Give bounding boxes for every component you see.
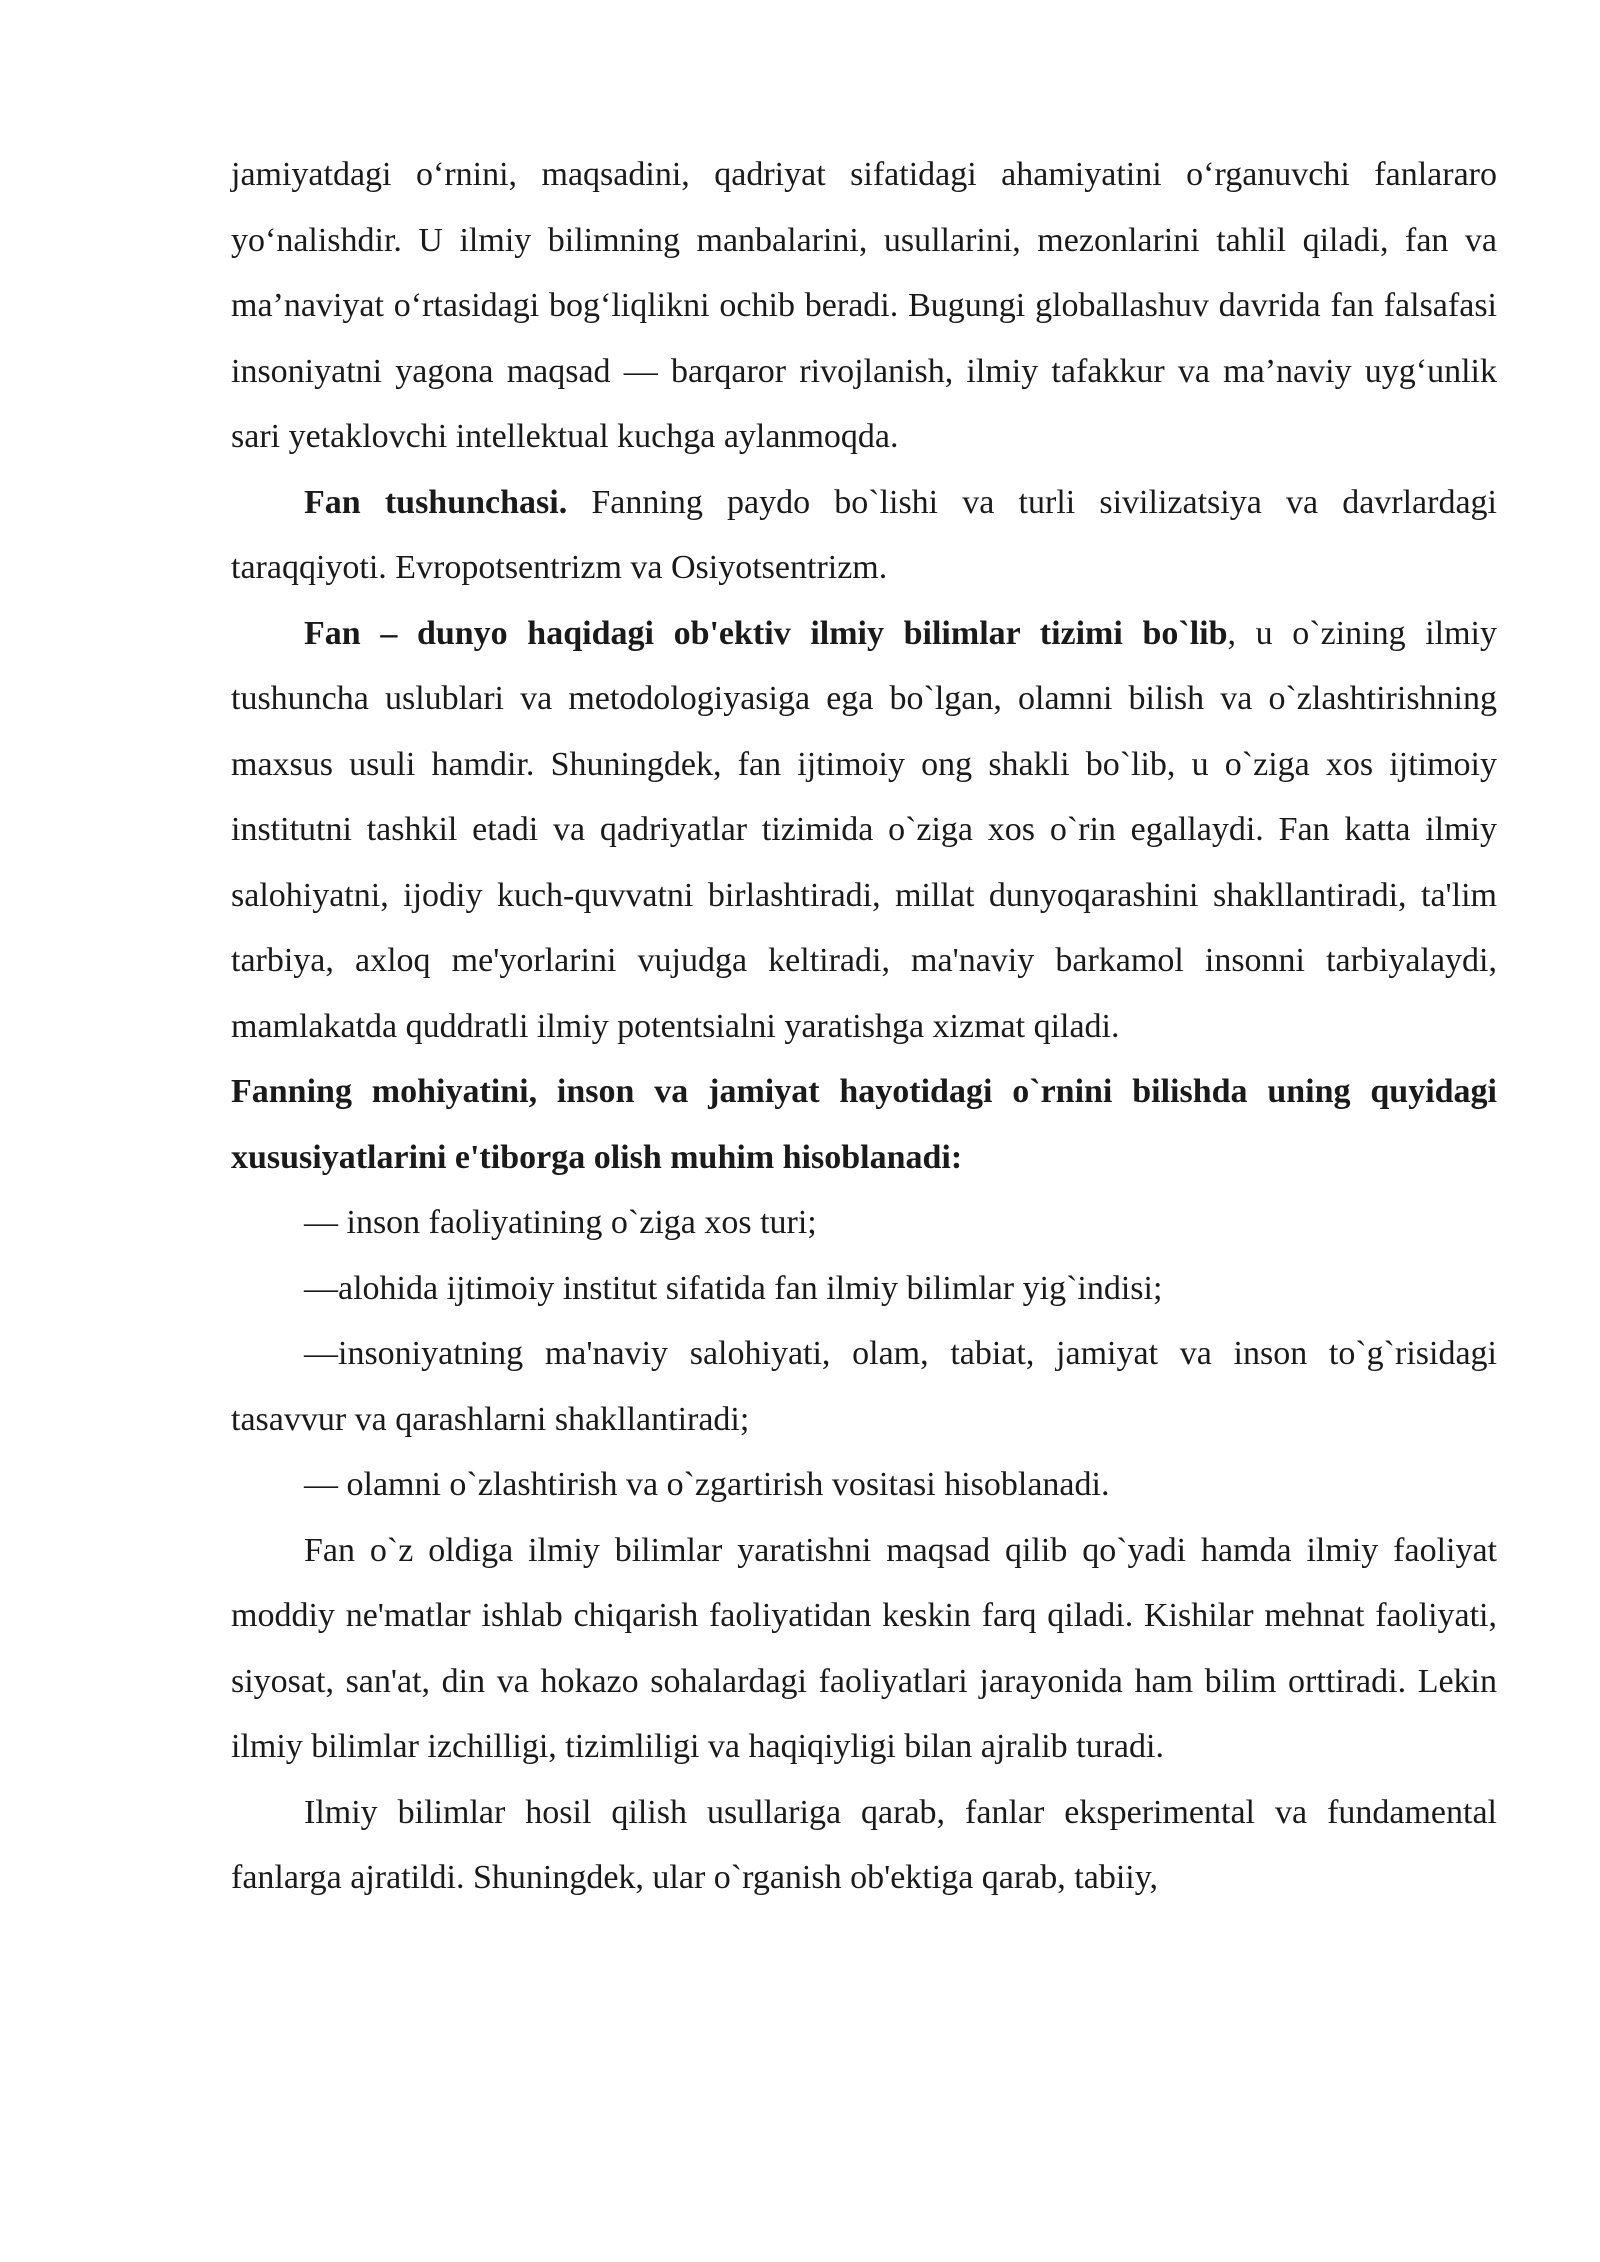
paragraph-fan-goal: Fan o`z oldiga ilmiy bilimlar yaratishni maqsad qilib qo`yadi hamda ilmiy faoliyat moddiy ne'matlar ishlab chiqarish faoliyatidan keskin farq qiladi. Kishilar mehnat faoliyati, siyosat, san'at, din va hokazo sohalardagi faoliyatlari jarayonida ham bilim orttiradi. Lekin ilmiy bilimlar izchilligi, tizimliligi va haqiqiyligi bilan ajralib turadi. [231,1531,1497,1765]
list-item: —insoniyatning ma'naviy salohiyati, olam, tabiat, jamiyat va inson to`g`risidagi tasavvur va qarashlarni shakllantiradi; [231,1335,1497,1438]
paragraph-fan-definition-text: , u o`zining ilmiy tushuncha uslublari va metodologiyasiga ega bo`lgan, olamni bilish va o`zlashtirishning maxsus usuli hamdir. Shuningdek, fan ijtimoiy ong shakli bo`lib, u o`ziga xos ijtimoiy institutni tashkil etadi va qadriyatlar tizimida o`ziga xos o`rin egallaydi. Fan katta ilmiy salohiyatni, ijodiy kuch-quvvatni birlashtiradi, millat dunyoqarashini shakllantiradi, ta'lim tarbiya, axloq me'yorlarini vujudga keltiradi, ma'naviy barkamol insonni tarbiyalaydi, mamlakatda quddratli ilmiy potentsialni yaratishga xizmat qiladi. [231,614,1497,1045]
heading-fan-features: Fanning mohiyatini, inson va jamiyat hayotidagi o`rnini bilishda uning quyidagi xususiyatlarini e'tiborga olish muhim hisoblanadi: [231,1073,1497,1176]
definition-fan-bold: Fan – dunyo haqidagi ob'ektiv ilmiy bilimlar tizimi bo`lib [304,614,1228,652]
list-item: — olamni o`zlashtirish va o`zgartirish vositasi hisoblanadi. [304,1466,1110,1503]
document-page [231,142,1497,1911]
paragraph-fan-definition [231,601,1497,1060]
paragraph-fan-tushunchasi-text: Fanning paydo bo`lishi va turli sivilizatsiya va davrlardagi taraqqiyoti. Evropotsentrizm va Osiyotsentrizm. [231,483,1498,586]
paragraph-fan-classification: Ilmiy bilimlar hosil qilish usullariga qarab, fanlar eksperimental va fundamental fanlarga ajratildi. Shuningdek, ular o`rganish ob'ektiga qarab, tabiiy, [231,1793,1497,1896]
paragraph-intro: jamiyatdagi o‘rnini, maqsadini, qadriyat sifatidagi ahamiyatini o‘rganuvchi fanlararo yo‘nalishdir. U ilmiy bilimning manbalarini, usullarini, mezonlarini tahlil qiladi, fan va ma’naviyat o‘rtasidagi bog‘liqlikni ochib beradi. Bugungi globallashuv davrida fan falsafasi insoniyatni yagona maqsad — barqaror rivojlanish, ilmiy tafakkur va ma’naviy uyg‘unlik sari yetaklovchi intellektual kuchga aylanmoqda. [231,156,1497,455]
paragraph-fan-tushunchasi [231,470,1497,601]
paragraph-fan-features-heading [231,1059,1497,1190]
list-item: — inson faoliyatining o`ziga xos turi; [304,1204,817,1241]
heading-fan-tushunchasi: Fan tushunchasi. [304,483,568,521]
list-item: —alohida ijtimoiy institut sifatida fan ilmiy bilimlar yig`indisi; [304,1269,1163,1307]
